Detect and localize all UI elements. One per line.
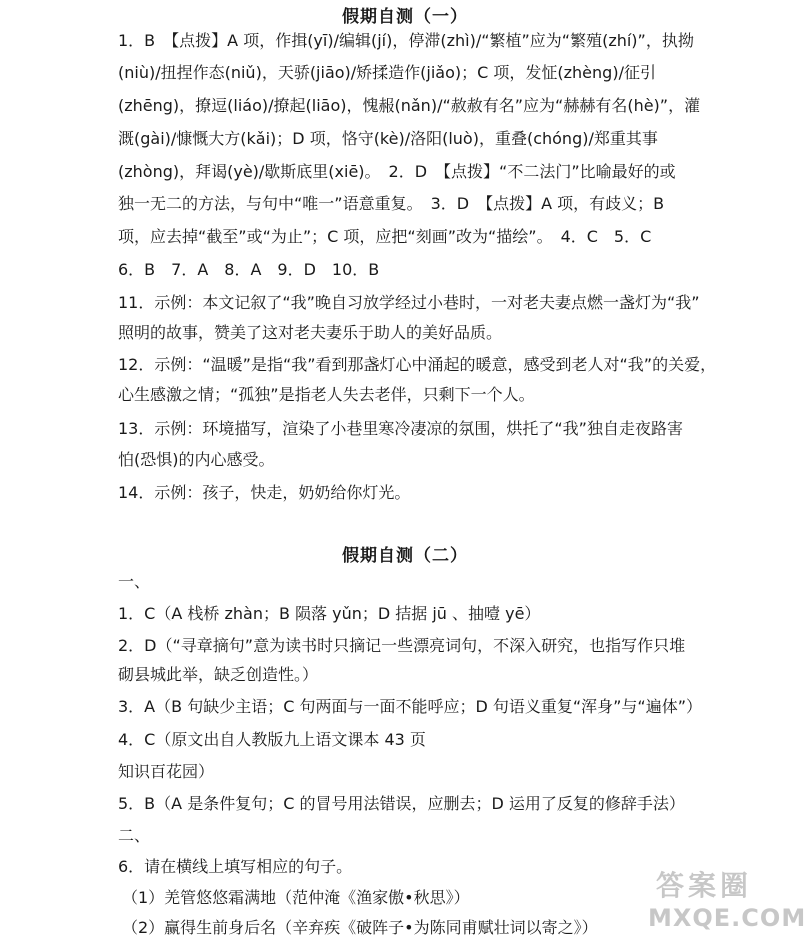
answer-line: 一、 [118, 572, 151, 591]
answer-line: 4．C（原文出自人教版九上语文课本 43 页 [118, 730, 426, 749]
section-title: 假期自测（一） [342, 7, 468, 27]
answer-line: 项，应去掉“截至”或“为止”；C 项，应把“刻画”改为“描绘”。 4．C 5．C [118, 227, 652, 246]
watermark-bottom-text: MXQE.COM [648, 904, 807, 932]
answer-line: 5．B（A 是条件复句；C 的冒号用法错误，应删去；D 运用了反复的修辞手法） [118, 794, 685, 813]
answer-line: (niù)/扭捏作态(niǔ)，天骄(jiāo)/矫揉造作(jiǎo)；C 项，发怔(zhèng)/征引 [118, 63, 656, 82]
answer-line: 心生感激之情；“孤独”是指老人失去老伴，只剩下一个人。 [118, 385, 535, 404]
watermark-top-text: 答案圈 [656, 869, 753, 902]
answer-line: 6．请在横线上填写相应的句子。 [118, 857, 353, 876]
answer-line: (zhòng)，拜谒(yè)/歇斯底里(xiē)。 2．D 【点拨】“不二法门”比喻最好的或 [118, 162, 676, 181]
answer-line: （2）赢得生前身后名（辛弃疾《破阵子•为陈同甫赋壮词以寄之》） [122, 918, 598, 937]
answer-line: 12．示例：“温暖”是指“我”看到那盏灯心中涌起的暖意，感受到老人对“我”的关爱， [118, 355, 717, 374]
watermark-logo [648, 862, 807, 932]
answer-line: (zhēng)，撩逗(liáo)/撩起(liāo)，愧赧(nǎn)/“赦赦有名”应为“赫赫有名(hè)”，灌 [118, 96, 701, 115]
answer-line: 2．D（“寻章摘句”意为读书时只摘记一些漂亮词句，不深入研究，也指写作只堆 [118, 636, 686, 655]
answer-line: 14．示例：孩子，快走，奶奶给你灯光。 [118, 483, 411, 502]
answer-line: 独一无二的方法，与句中“唯一”语意重复。 3．D 【点拨】A 项，有歧义；B [118, 194, 665, 213]
answer-line: 二、 [118, 826, 151, 845]
answer-line: 溉(gài)/慷慨大方(kǎi)；D 项，恪守(kè)/洛阳(luò)，重叠(chóng)/郑重其事 [118, 129, 658, 148]
answer-line: （1）羌管悠悠霜满地（范仲淹《渔家傲•秋思》） [122, 888, 470, 907]
answer-line: 13．示例：环境描写，渲染了小巷里寒冷凄凉的氛围，烘托了“我”独自走夜路害 [118, 419, 683, 438]
answer-line: 11．示例：本文记叙了“我”晚自习放学经过小巷时，一对老夫妻点燃一盏灯为“我” [118, 293, 700, 312]
section-title: 假期自测（二） [342, 546, 468, 566]
answer-line: 知识百花园） [118, 762, 215, 781]
answer-line: 1．C（A 栈桥 zhàn；B 陨落 yǔn；D 拮据 jū 、抽噎 yē） [118, 604, 541, 623]
answer-line: 怕(恐惧)的内心感受。 [118, 450, 275, 469]
answer-line: 1．B 【点拨】A 项，作揖(yī)/编辑(jí)，停滞(zhì)/“繁植”应为“繁殖(zhí)”，执拗 [118, 31, 694, 50]
answer-line: 砌县城此举，缺乏创造性。） [118, 665, 319, 684]
answer-line: 3．A（B 句缺少主语；C 句两面与一面不能呼应；D 句语义重复“浑身”与“遍体”） [118, 697, 703, 716]
answer-line: 6．B 7．A 8．A 9．D 10．B [118, 260, 380, 279]
answer-line: 照明的故事，赞美了这对老夫妻乐于助人的美好品质。 [118, 323, 503, 342]
